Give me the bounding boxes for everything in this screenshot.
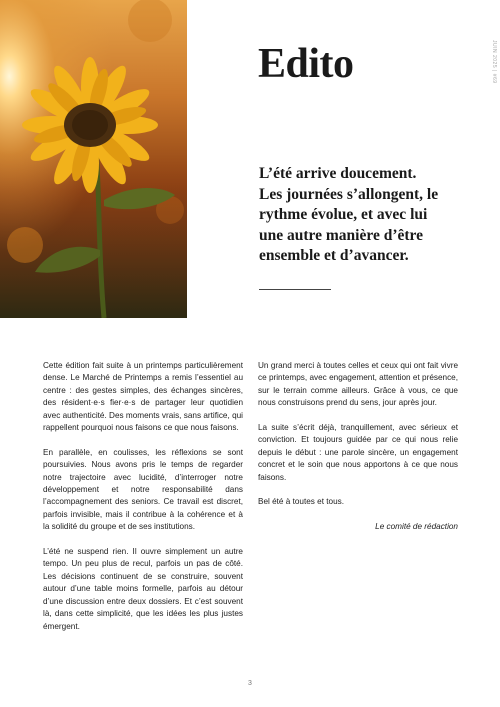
body-paragraph: L’été ne suspend rien. Il ouvre simplement un autre tempo. Un peu plus de recul, parfois un pas de côté. Les décisions continuent de se construire, souvent autour d’une table moins formelle, parfois au détour d’une discussion entre deux dossiers. Et c’est souvent là, dans cette simplicité, que les idées les plus justes émergent. (43, 547, 243, 631)
body-paragraph: En parallèle, en coulisses, les réflexions se sont poursuivies. Nous avons pris le temps de regarder notre trajectoire avec lucidité, d’interroger notre développement et notre responsabilité dans l’accompagnement des seniors. Ce travail est discret, parfois invisible, mais il contribue à la cohérence et à la solidité du groupe et de ses institutions. (43, 447, 243, 532)
body-paragraph: Cette édition fait suite à un printemps particulièrement dense. Le Marché de Printemps a remis l’essentiel au centre : des gestes simples, des échanges sincères, des résident·e·s fier·e·s de partager leur quotidien avec authenticité. Des moments vrais, sans artifice, qui rappellent pourquoi nous faisons ce que nous faisons. (43, 361, 243, 433)
lead-line: une autre manière d’être (259, 226, 424, 244)
lead-line: ensemble et d’avancer. (259, 247, 409, 264)
lead-line: L’été arrive doucement. (259, 165, 417, 182)
lead-quote (259, 164, 459, 267)
body-paragraph: La suite s’écrit déjà, tranquillement, avec sérieux et conviction. Et toujours guidée par ce qui nous relie depuis le début : une parole sincère, un engagement concret et le soin que nous apportons à ce que nous faisons. (258, 423, 458, 482)
page-number: 3 (248, 680, 252, 687)
body-paragraph: Un grand merci à toutes celles et ceux qui ont fait vivre ce printemps, avec engagement, attention et présence, sur le terrain comme ailleurs. Grâce à vous, ce que nous construisons prend du sens, jour après jour. (258, 361, 458, 408)
sunflower-photo (0, 0, 187, 318)
lead-line: Les journées s’allongent, le (259, 185, 439, 203)
page-title: Edito (258, 41, 354, 87)
issue-label: JUIN 2025 | #69 (491, 40, 497, 84)
body-column-left (43, 360, 243, 645)
divider (259, 289, 331, 290)
body-paragraph: Bel été à toutes et tous. (258, 497, 345, 507)
signature: Le comité de rédaction (375, 522, 458, 532)
lead-line: rythme évolue, et avec lui (259, 206, 428, 223)
body-column-right (258, 360, 458, 546)
